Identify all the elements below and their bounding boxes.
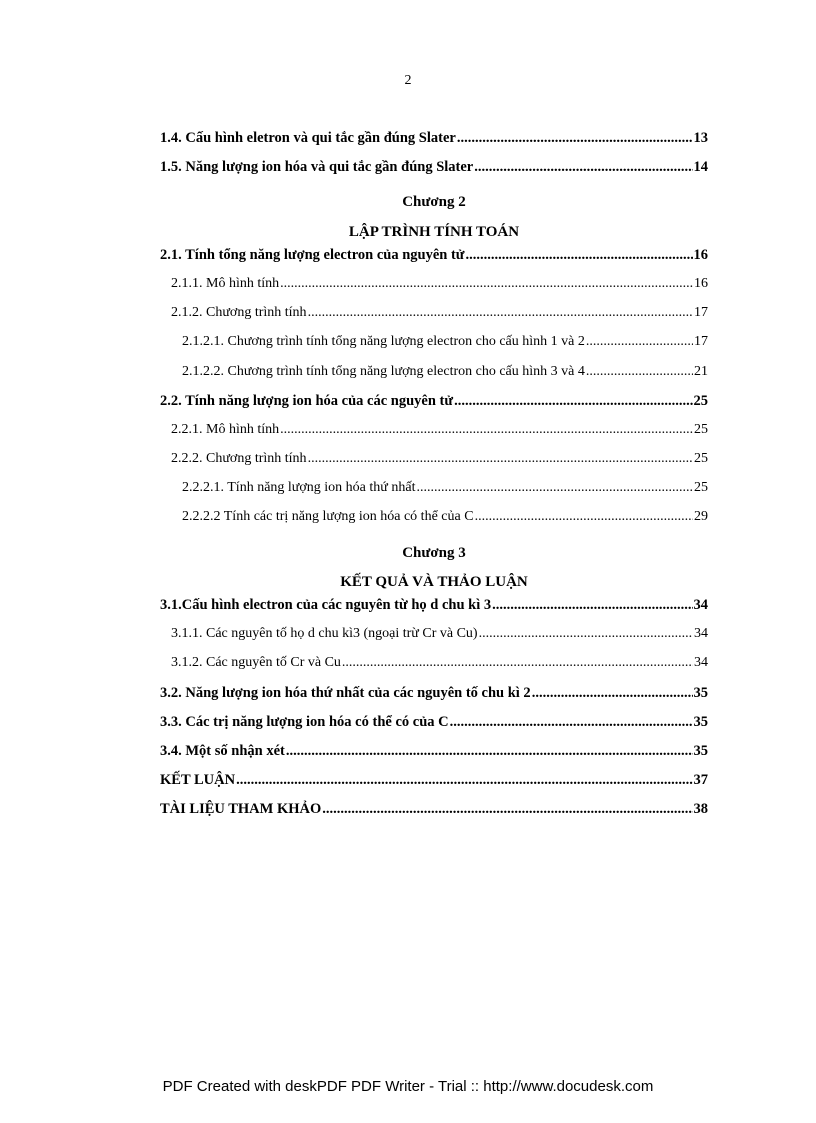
toc-entry[interactable] [160,364,708,393]
toc-leader-dots [454,393,692,410]
toc-entry-title: 3.1.Cấu hình electron của các nguyên từ họ d chu kì 3 [160,597,492,613]
page-number: 2 [404,73,412,88]
toc-leader-dots [322,801,692,818]
toc-leader-dots [465,247,692,264]
toc-entry[interactable] [160,626,708,655]
toc-entry[interactable] [160,276,708,305]
toc-entry-page: 16 [694,275,708,291]
toc-entry[interactable] [160,130,708,159]
toc-entry-title: 2.1.2.2. Chương trình tính tổng năng lượng electron cho cấu hình 3 và 4 [182,363,585,379]
toc-entry-title: 1.4. Cấu hình eletron và qui tắc gần đúng Slater [160,130,456,146]
toc-entry-title: 3.2. Năng lượng ion hóa thứ nhất của các nguyên tố chu kì 2 [160,684,531,701]
toc-entry-title: 3.3. Các trị năng lượng ion hóa có thể có của C [160,713,449,730]
toc-entry[interactable] [160,159,708,188]
toc-leader-dots [286,743,693,760]
toc-entry[interactable] [160,801,708,830]
toc-entry-page: 25 [694,421,708,437]
toc-leader-dots [474,159,692,176]
toc-entry-title: 2.2. Tính năng lượng ion hóa của các nguyên tử [160,392,454,409]
toc-entry-title: 2.2.1. Mô hình tính [171,421,280,437]
toc-entry-title: KẾT LUẬN [160,772,236,789]
toc-entry[interactable] [160,509,708,538]
toc-chapter-heading: KẾT QUẢ VÀ THẢO LUẬN [340,573,528,590]
toc-entry-page: 17 [694,305,708,321]
toc-entry[interactable] [160,305,708,334]
toc-entry-page: 29 [694,509,708,525]
toc-entry-page: 34 [694,655,708,671]
toc-entry[interactable] [160,334,708,363]
toc-leader-dots [457,130,693,147]
toc-entry-page: 34 [694,626,708,642]
toc-entry-title: 2.1. Tính tổng năng lượng electron của nguyên tử [160,246,465,263]
toc-leader-dots [586,364,693,380]
toc-entry[interactable] [160,247,708,276]
toc-entry[interactable] [160,597,708,626]
toc-chapter-heading: Chương 3 [402,544,466,561]
toc-entry-title: 3.1.1. Các nguyên tố họ d chu kì3 (ngoại trừ Cr và Cu) [171,626,478,642]
toc-entry[interactable] [160,480,708,509]
toc-entry-page: 25 [693,392,708,409]
toc-entry-title: 2.2.2.1. Tính năng lượng ion hóa thứ nhất [182,480,416,496]
toc-entry[interactable] [160,685,708,714]
toc-leader-dots [479,626,693,642]
toc-entry[interactable] [160,422,708,451]
toc-entry[interactable] [160,393,708,422]
toc-entry[interactable] [160,743,708,772]
toc-entry[interactable] [160,451,708,480]
toc-entry-title: 3.4. Một số nhận xét [160,742,285,759]
toc-leader-dots [236,772,692,789]
toc-entry-page: 16 [693,246,708,263]
toc-entry-title: 2.2.2.2 Tính các trị năng lượng ion hóa có thể của C [182,509,474,525]
toc-entry-page: 38 [693,801,708,818]
toc-entry-title: 1.5. Năng lượng ion hóa và qui tắc gần đúng Slater [160,159,474,176]
toc-entry[interactable] [160,655,708,684]
toc-entry-page: 25 [694,480,708,496]
toc-leader-dots [416,480,693,496]
toc-entry-title: 2.1.2. Chương trình tính [171,305,307,321]
toc-entry-page: 13 [693,130,708,146]
table-of-contents [160,130,708,831]
toc-leader-dots [450,714,693,731]
toc-entry-title: 3.1.2. Các nguyên tố Cr và Cu [171,655,341,671]
toc-leader-dots [280,276,693,292]
toc-entry-page: 35 [693,713,708,730]
toc-entry-page: 17 [694,334,708,350]
toc-entry-page: 37 [693,772,708,789]
toc-leader-dots [280,422,693,438]
toc-leader-dots [532,685,693,702]
toc-entry-page: 25 [694,451,708,467]
toc-leader-dots [586,334,693,350]
toc-entry-title: 2.1.1. Mô hình tính [171,275,280,291]
toc-leader-dots [342,655,693,671]
toc-entry-page: 21 [694,363,708,379]
toc-entry-page: 35 [693,742,708,759]
toc-leader-dots [308,451,693,467]
toc-leader-dots [475,509,693,525]
toc-entry-page: 14 [693,159,708,176]
toc-leader-dots [492,597,692,614]
toc-entry-title: 2.2.2. Chương trình tính [171,451,307,467]
toc-entry-page: 35 [693,684,708,701]
toc-entry[interactable] [160,714,708,743]
toc-entry-title: TÀI LIỆU THAM KHẢO [160,801,322,818]
toc-chapter-heading: Chương 2 [402,194,466,211]
toc-leader-dots [308,305,693,321]
toc-entry[interactable] [160,772,708,801]
toc-entry-page: 34 [693,597,708,613]
toc-chapter-heading: LẬP TRÌNH TÍNH TOÁN [348,223,520,240]
pdf-watermark-footer: PDF Created with deskPDF PDF Writer - Trial :: http://www.docudesk.com [162,1078,654,1095]
toc-entry-title: 2.1.2.1. Chương trình tính tổng năng lượng electron cho cấu hình 1 và 2 [182,334,585,350]
